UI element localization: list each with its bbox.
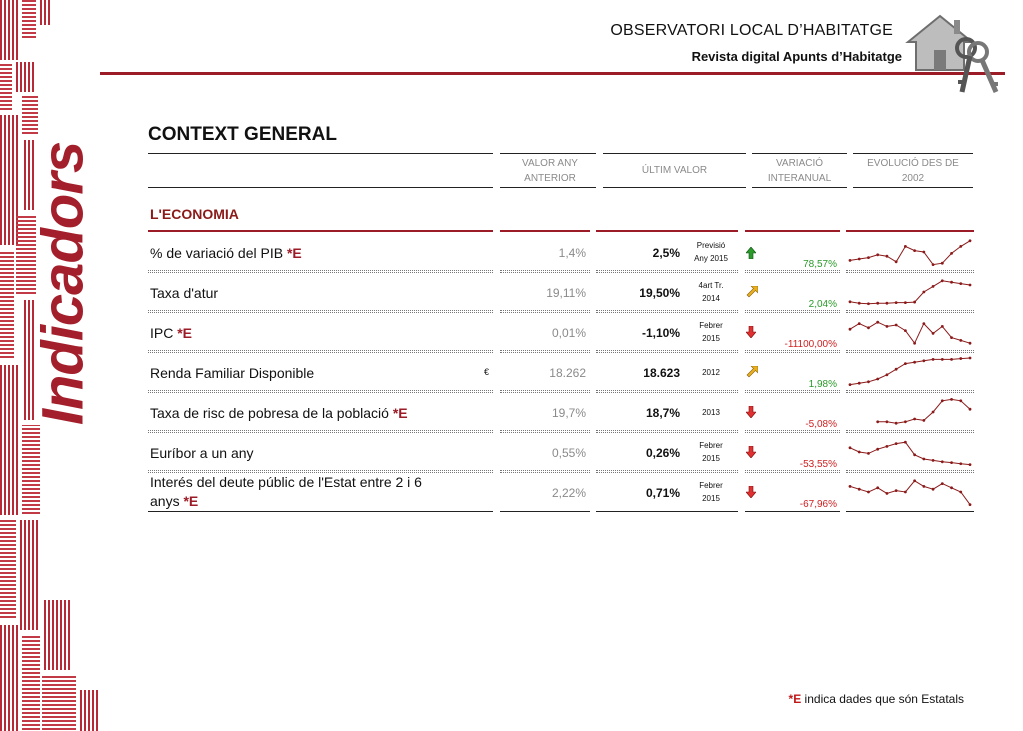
footnote: *E indica dades que són Estatals <box>788 692 964 706</box>
sparkline-point <box>867 302 870 305</box>
row-divider <box>500 432 590 433</box>
sparkline-point <box>895 422 898 425</box>
last-value: -1,10% <box>641 326 680 340</box>
sparkline-point <box>895 301 898 304</box>
unit-label: € <box>484 367 490 377</box>
sparkline-chart <box>846 434 974 470</box>
sparkline-point <box>867 256 870 259</box>
sparkline-point <box>969 342 972 345</box>
header-rule-top <box>500 153 596 154</box>
value-date: Febrer 2015 <box>699 441 723 463</box>
sparkline-point <box>932 488 935 491</box>
row-divider <box>745 472 840 473</box>
sparkline-chart <box>846 274 974 310</box>
sparkline-point <box>886 373 889 376</box>
arrow-down-icon <box>746 486 756 498</box>
row-divider <box>596 310 738 311</box>
row-divider <box>596 270 738 271</box>
row-divider <box>148 310 493 311</box>
indicator-name: Renda Familiar Disponible <box>150 365 315 381</box>
sparkline-point <box>941 325 944 328</box>
row-divider <box>148 352 493 353</box>
subsection-rule <box>148 230 493 232</box>
col-header-var: VARIACIÓ INTERANUAL <box>767 158 832 184</box>
sparkline-point <box>950 486 953 489</box>
sparkline-point <box>950 398 953 401</box>
sparkline-point <box>867 326 870 329</box>
header-title: OBSERVATORI LOCAL D’HABITATGE <box>610 22 893 39</box>
sparkline-point <box>904 362 907 365</box>
previous-value: 0,01% <box>551 326 586 340</box>
sparkline-point <box>932 358 935 361</box>
yearly-variation: 1,98% <box>808 379 837 390</box>
value-date: 2012 <box>702 368 720 377</box>
header-rule-top <box>148 153 493 154</box>
indicator-name: % de variació del PIB *E <box>150 245 302 261</box>
row-divider <box>148 430 493 431</box>
sparkline-point <box>904 420 907 423</box>
row-divider <box>500 390 590 391</box>
sparkline-chart <box>846 354 974 390</box>
row-divider <box>596 472 738 473</box>
section-title: CONTEXT GENERAL <box>148 124 337 145</box>
arrow-up-icon <box>746 247 756 259</box>
sparkline-point <box>913 479 916 482</box>
row-divider <box>148 472 493 473</box>
yearly-variation: 2,04% <box>808 299 837 310</box>
subsection-rule <box>745 230 840 232</box>
header-divider <box>100 72 1005 75</box>
sparkline-point <box>904 301 907 304</box>
row-divider <box>596 272 738 273</box>
sparkline-point <box>932 411 935 414</box>
sparkline-point <box>950 281 953 284</box>
sparkline-chart <box>846 474 974 510</box>
previous-value: 2,22% <box>551 486 586 500</box>
sparkline-point <box>858 382 861 385</box>
sparkline-point <box>886 492 889 495</box>
sparkline-point <box>886 445 889 448</box>
sparkline-point <box>867 452 870 455</box>
sparkline-point <box>959 399 962 402</box>
sparkline-point <box>959 491 962 494</box>
row-divider <box>745 350 840 351</box>
row-divider <box>745 511 840 512</box>
subsection-rule <box>500 230 590 232</box>
sparkline-point <box>849 259 852 262</box>
sparkline-point <box>950 358 953 361</box>
row-divider <box>846 511 974 512</box>
previous-value: 18.262 <box>549 366 586 380</box>
row-divider <box>745 272 840 273</box>
sparkline-point <box>922 419 925 422</box>
header-rule-top <box>853 153 973 154</box>
sparkline-point <box>858 302 861 305</box>
sparkline-point <box>932 285 935 288</box>
row-divider <box>846 352 974 353</box>
row-divider <box>846 312 974 313</box>
sparkline-point <box>849 300 852 303</box>
sparkline-point <box>886 302 889 305</box>
row-divider <box>148 270 493 271</box>
sparkline-point <box>876 321 879 324</box>
sparkline-point <box>950 252 953 255</box>
arrow-down-icon <box>746 446 756 458</box>
row-divider <box>846 350 974 351</box>
sparkline-point <box>876 420 879 423</box>
row-divider <box>846 310 974 311</box>
last-value: 0,71% <box>645 486 680 500</box>
sparkline-point <box>950 336 953 339</box>
sparkline-point <box>904 491 907 494</box>
row-divider <box>596 470 738 471</box>
last-value: 0,26% <box>645 446 680 460</box>
sparkline-point <box>932 263 935 266</box>
indicator-name: Interés del deute públic de l'Estat entre 2 i 6 anys *E <box>150 474 422 509</box>
sparkline-point <box>886 420 889 423</box>
last-value: 2,5% <box>652 246 680 260</box>
sparkline-point <box>876 448 879 451</box>
row-divider <box>500 472 590 473</box>
header-subtitle: Revista digital Apunts d’Habitatge <box>691 49 902 64</box>
row-divider <box>745 310 840 311</box>
sparkline-point <box>941 358 944 361</box>
sparkline-point <box>913 249 916 252</box>
sparkline-point <box>895 489 898 492</box>
sparkline-point <box>969 408 972 411</box>
subsection-title: L'ECONOMIA <box>150 206 239 222</box>
row-divider <box>745 392 840 393</box>
row-divider <box>148 390 493 391</box>
sparkline-point <box>941 399 944 402</box>
sparkline-point <box>913 418 916 421</box>
sparkline-point <box>959 339 962 342</box>
row-divider <box>500 511 590 512</box>
row-divider <box>148 470 493 471</box>
sparkline-chart <box>846 314 974 350</box>
sparkline-point <box>858 322 861 325</box>
row-divider <box>596 390 738 391</box>
row-divider <box>745 390 840 391</box>
row-divider <box>500 430 590 431</box>
col-header-evo: EVOLUCIÓ DES DE 2002 <box>867 158 959 184</box>
sparkline-point <box>969 239 972 242</box>
row-divider <box>846 392 974 393</box>
sparkline-point <box>904 245 907 248</box>
value-date: 4art Tr. 2014 <box>698 281 724 303</box>
yearly-variation: 78,57% <box>803 259 837 270</box>
row-divider <box>596 392 738 393</box>
row-divider <box>846 270 974 271</box>
arrow-diagonal-up-icon <box>746 286 758 298</box>
sparkline-point <box>904 441 907 444</box>
arrow-down-icon <box>746 406 756 418</box>
sparkline-point <box>913 301 916 304</box>
subsection-rule <box>846 230 974 232</box>
row-divider <box>745 312 840 313</box>
header-rule-bottom <box>500 187 596 188</box>
last-value: 18.623 <box>643 366 680 380</box>
row-divider <box>846 272 974 273</box>
sparkline-point <box>886 325 889 328</box>
row-divider <box>148 432 493 433</box>
sparkline-point <box>849 446 852 449</box>
sparkline-point <box>895 368 898 371</box>
sparkline-point <box>932 332 935 335</box>
header-rule-bottom <box>603 187 746 188</box>
row-divider <box>745 432 840 433</box>
sparkline-point <box>941 482 944 485</box>
sparkline-point <box>922 458 925 461</box>
row-divider <box>745 270 840 271</box>
sparkline-point <box>858 258 861 261</box>
sparkline-point <box>922 485 925 488</box>
sparkline-point <box>922 359 925 362</box>
sparkline-point <box>941 262 944 265</box>
sparkline-point <box>895 442 898 445</box>
sparkline-point <box>959 357 962 360</box>
indicator-name: Taxa de risc de pobresa de la població *E <box>150 405 408 421</box>
arrow-diagonal-up-icon <box>746 366 758 378</box>
sparkline-series <box>850 281 970 304</box>
side-label: Indicadors <box>30 141 96 426</box>
header-rule-top <box>752 153 847 154</box>
row-divider <box>500 392 590 393</box>
value-date: Previsió Any 2015 <box>694 241 728 263</box>
sparkline-point <box>922 322 925 325</box>
row-divider <box>596 350 738 351</box>
value-date: 2013 <box>702 408 720 417</box>
yearly-variation: -11100,00% <box>784 339 837 350</box>
row-divider <box>148 312 493 313</box>
row-divider <box>148 350 493 351</box>
row-divider <box>596 352 738 353</box>
row-divider <box>745 430 840 431</box>
yearly-variation: -5,08% <box>805 419 837 430</box>
sparkline-point <box>913 453 916 456</box>
row-divider <box>846 430 974 431</box>
sparkline-point <box>858 488 861 491</box>
row-divider <box>846 472 974 473</box>
header-rule-bottom <box>148 187 493 188</box>
row-divider <box>745 470 840 471</box>
header-rule-bottom <box>752 187 847 188</box>
row-divider <box>846 390 974 391</box>
sparkline-point <box>876 253 879 256</box>
row-divider <box>500 350 590 351</box>
previous-value: 19,7% <box>551 406 586 420</box>
sparkline-point <box>849 328 852 331</box>
row-divider <box>846 432 974 433</box>
sparkline-point <box>969 357 972 360</box>
row-divider <box>500 352 590 353</box>
row-divider <box>745 352 840 353</box>
header-rule-top <box>603 153 746 154</box>
sparkline-point <box>876 302 879 305</box>
subsection-rule <box>596 230 738 232</box>
sparkline-point <box>959 462 962 465</box>
sparkline-point <box>895 260 898 263</box>
row-divider <box>596 430 738 431</box>
row-divider <box>596 511 738 512</box>
sparkline-point <box>932 459 935 462</box>
row-divider <box>148 272 493 273</box>
row-divider <box>500 272 590 273</box>
sparkline-point <box>913 361 916 364</box>
sparkline-point <box>867 491 870 494</box>
last-value: 19,50% <box>639 286 680 300</box>
row-divider <box>500 310 590 311</box>
row-divider <box>596 432 738 433</box>
sparkline-chart <box>846 394 974 430</box>
sparkline-point <box>886 255 889 258</box>
row-divider <box>846 470 974 471</box>
sparkline-point <box>969 284 972 287</box>
sparkline-point <box>913 342 916 345</box>
sparkline-point <box>950 461 953 464</box>
arrow-down-icon <box>746 326 756 338</box>
sparkline-point <box>969 463 972 466</box>
house-keys-icon <box>900 12 1005 97</box>
row-divider <box>500 270 590 271</box>
value-date: Febrer 2015 <box>699 321 723 343</box>
previous-value: 1,4% <box>558 246 586 260</box>
sparkline-point <box>867 380 870 383</box>
indicator-name: IPC *E <box>150 325 193 341</box>
sparkline-point <box>969 503 972 506</box>
last-value: 18,7% <box>645 406 680 420</box>
header-rule-bottom <box>853 187 973 188</box>
sparkline-point <box>941 460 944 463</box>
row-divider <box>148 511 493 512</box>
row-divider <box>500 470 590 471</box>
sparkline-point <box>858 451 861 454</box>
row-divider <box>148 392 493 393</box>
sparkline-point <box>849 485 852 488</box>
indicator-name: Euríbor a un any <box>150 445 254 461</box>
sparkline-point <box>922 291 925 294</box>
sparkline-point <box>941 279 944 282</box>
row-divider <box>596 312 738 313</box>
yearly-variation: -53,55% <box>799 459 837 470</box>
sparkline-point <box>922 251 925 254</box>
col-header-prev: VALOR ANY ANTERIOR <box>522 158 578 184</box>
row-divider <box>500 312 590 313</box>
sparkline-point <box>876 378 879 381</box>
sparkline-chart <box>846 234 974 270</box>
sparkline-point <box>904 329 907 332</box>
col-header-last: ÚLTIM VALOR <box>641 165 708 176</box>
yearly-variation: -67,96% <box>799 499 837 510</box>
sparkline-point <box>849 383 852 386</box>
previous-value: 0,55% <box>551 446 586 460</box>
sparkline-point <box>959 245 962 248</box>
previous-value: 19,11% <box>546 286 586 300</box>
sparkline-point <box>959 282 962 285</box>
indicator-name: Taxa d'atur <box>150 285 219 301</box>
sparkline-series <box>850 322 970 343</box>
value-date: Febrer 2015 <box>699 481 723 503</box>
sparkline-point <box>895 324 898 327</box>
sparkline-point <box>876 486 879 489</box>
